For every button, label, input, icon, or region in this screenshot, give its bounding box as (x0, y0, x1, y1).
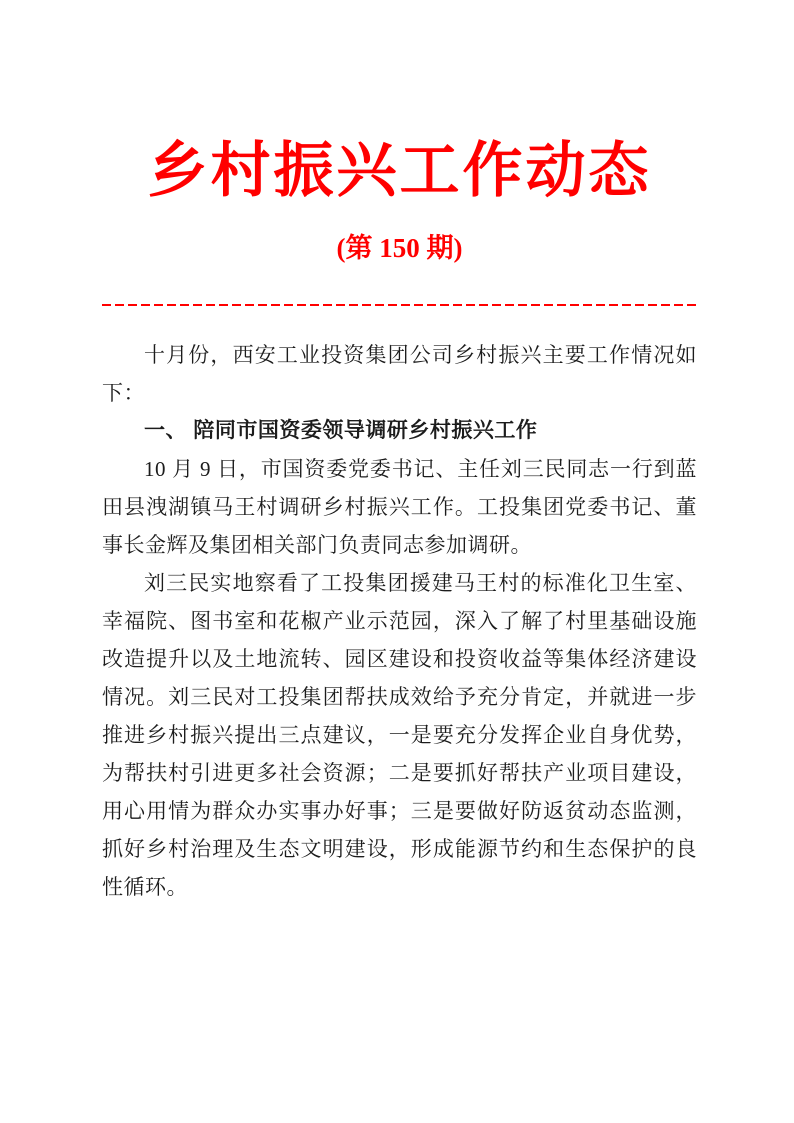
body-paragraph: 10 月 9 日，市国资委党委书记、主任刘三民同志一行到蓝田县洩湖镇马王村调研乡村振兴工作。工投集团党委书记、董事长金辉及集团相关部门负责同志参加调研。 (102, 457, 697, 557)
body-paragraph: 刘三民实地察看了工投集团援建马王村的标准化卫生室、幸福院、图书室和花椒产业示范园，深入了解了村里基础设施改造提升以及土地流转、园区建设和投资收益等集体经济建设情况。刘三民对工投集团帮扶成效给予充分肯定，并就进一步推进乡村振兴提出三点建议，一是要充分发挥企业自身优势，为帮扶村引进更多社会资源；二是要抓好帮扶产业项目建设，用心用情为群众办实事办好事；三是要做好防返贫动态监测，抓好乡村治理及生态文明建设，形成能源节约和生态保护的良性循环。 (102, 571, 697, 899)
section-heading: 一、 陪同市国资委领导调研乡村振兴工作 (144, 419, 538, 442)
issue-number: (第 150 期) (336, 233, 463, 263)
document-body (102, 336, 697, 906)
intro-paragraph: 十月份，西安工业投资集团公司乡村振兴主要工作情况如下： (102, 343, 697, 405)
red-dashed-divider (102, 304, 697, 306)
document-title: 乡村振兴工作动态 (147, 138, 652, 204)
